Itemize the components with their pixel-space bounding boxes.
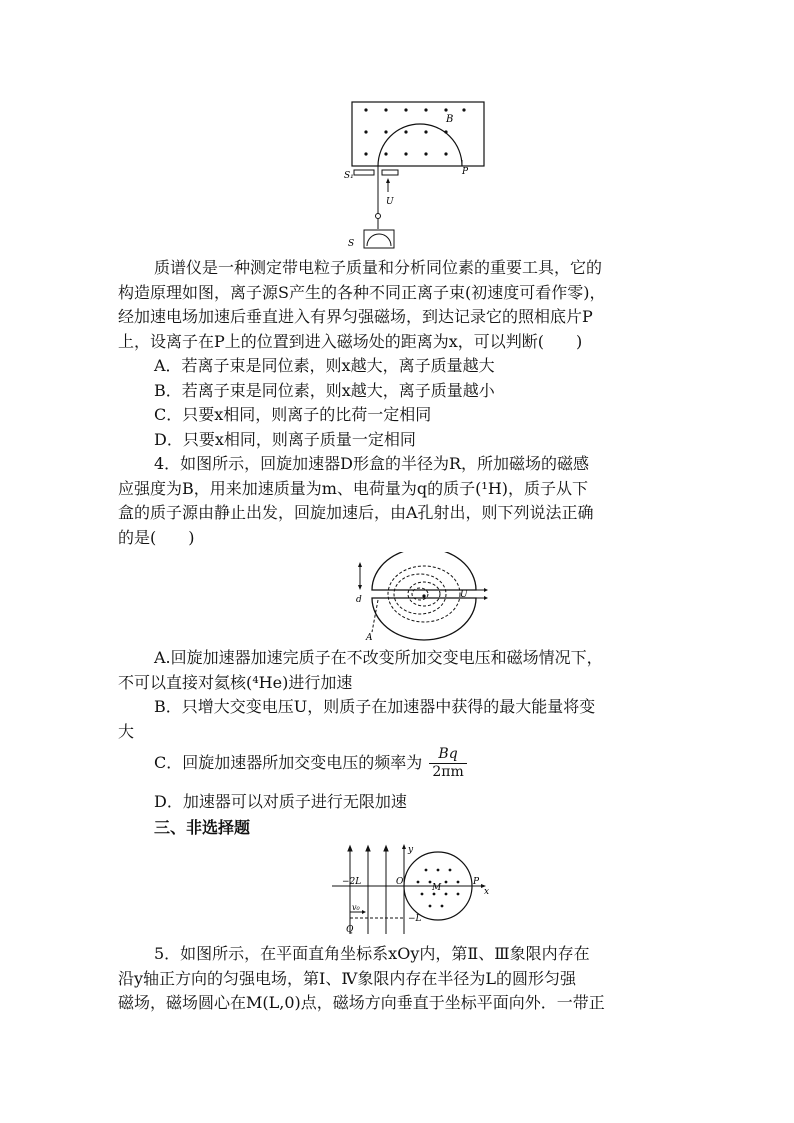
label-U2: U — [460, 590, 468, 600]
label-d: d — [356, 595, 362, 605]
label-Q: Q — [346, 925, 354, 935]
q4-line: 4．如图所示，回旋加速器D形盒的半径为R，所加磁场的磁感 — [154, 454, 590, 473]
q3-line: 构造原理如图，离子源S产生的各种不同正离子束(初速度可看作零)， — [118, 282, 606, 302]
label-M: M — [432, 883, 442, 893]
q4-option-d — [118, 790, 678, 815]
section-title: 三、非选择题 — [154, 818, 251, 837]
q5-block — [118, 942, 678, 1016]
fraction-numerator: Bq — [429, 746, 466, 764]
q5-line: 磁场，磁场圆心在M(L,0)点，磁场方向垂直于坐标平面向外．一带正 — [118, 993, 605, 1012]
q3-line: 经加速电场加速后垂直进入有界匀强磁场，到达记录它的照相底片P — [118, 307, 593, 326]
q4-option-c-text: C．回旋加速器所加交变电压的频率为 — [154, 753, 423, 772]
cyclotron-figure — [348, 552, 488, 644]
label-S1: S₁ — [344, 171, 354, 181]
q3-block — [118, 256, 678, 452]
q4-option-a: A.回旋加速器加速完质子在不改变所加交变电压和磁场情况下， — [154, 648, 603, 667]
label-v0: v₀ — [352, 903, 360, 912]
q4-option-c — [118, 746, 678, 781]
q3-option-c: C．只要x相同，则离子的比荷一定相同 — [154, 405, 432, 424]
section-heading — [118, 816, 678, 841]
frequency-fraction — [429, 746, 466, 781]
label-B: B — [446, 114, 454, 125]
q3-line: 质谱仪是一种测定带电粒子质量和分析同位素的重要工具，它的 — [154, 258, 603, 277]
mass-spectrometer-figure — [340, 96, 490, 256]
q4-line: 盒的质子源由静止出发，回旋加速后，由A孔射出，则下列说法正确 — [118, 503, 594, 522]
label-neg-2L: −2L — [342, 877, 362, 887]
q4-options — [118, 646, 678, 744]
q4-block — [118, 452, 678, 550]
q4-option-b: B．只增大交变电压U，则质子在加速器中获得的最大能量将变 — [154, 697, 596, 716]
label-y: y — [408, 845, 414, 855]
coordinate-figure — [330, 842, 510, 938]
label-O: O — [396, 877, 404, 887]
label-neg-L: −L — [408, 914, 422, 924]
q3-option-b: B．若离子束是同位素，则x越大，离子质量越小 — [154, 380, 495, 400]
label-U: U — [386, 197, 394, 207]
q5-line: 沿y轴正方向的匀强电场，第Ⅰ、Ⅳ象限内存在半径为L的圆形匀强 — [118, 968, 576, 988]
q3-option-a: A．若离子束是同位素，则x越大，离子质量越大 — [154, 356, 495, 375]
q4-option-b-cont: 大 — [118, 721, 135, 741]
label-S: S — [348, 239, 355, 249]
q3-line: 上，设离子在P上的位置到进入磁场处的距离为x，可以判断( ) — [118, 331, 583, 351]
q4-line: 的是( ) — [118, 527, 195, 547]
label-P: P — [462, 167, 469, 177]
label-x: x — [484, 887, 490, 897]
q3-option-d: D．只要x相同，则离子质量一定相同 — [154, 429, 416, 449]
label-P3: P — [473, 877, 480, 887]
q4-line: 应强度为B，用来加速质量为m、电荷量为q的质子(¹H)，质子从下 — [118, 478, 589, 498]
label-A: A — [366, 633, 373, 643]
q4-option-a-cont: 不可以直接对氦核(⁴He)进行加速 — [118, 672, 353, 692]
fraction-denominator: 2πm — [432, 764, 464, 780]
q4-option-d-text: D．加速器可以对质子进行无限加速 — [154, 792, 407, 811]
q5-line: 5．如图所示，在平面直角坐标系xOy内，第Ⅱ、Ⅲ象限内存在 — [154, 944, 590, 963]
